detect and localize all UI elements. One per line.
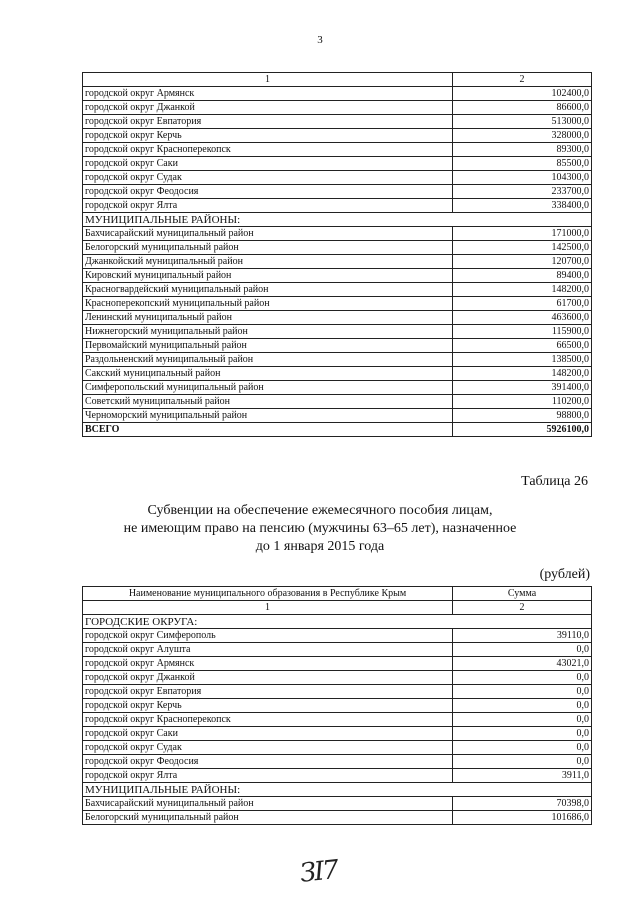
cell-name: Кировский муниципальный район [83,269,453,283]
cell-name: городской округ Керчь [83,699,453,713]
cell-value: 2 [453,73,592,87]
cell-name: Первомайский муниципальный район [83,339,453,353]
cell-value: 463600,0 [453,311,592,325]
cell-value: 328000,0 [453,129,592,143]
table-row [83,157,592,171]
cell-value: 0,0 [453,643,592,657]
table-row [83,395,592,409]
cell-value: 0,0 [453,741,592,755]
cell-name: Белогорский муниципальный район [83,241,453,255]
section-row [83,213,592,227]
table-row [83,727,592,741]
cell-value: 104300,0 [453,171,592,185]
cell-name: Ленинский муниципальный район [83,311,453,325]
title-line: не имеющим право на пенсию (мужчины 63–65 лет), назначенное [123,521,517,536]
table-row [83,255,592,269]
table-row [83,797,592,811]
cell-name: городской округ Армянск [83,87,453,101]
cell-name: городской округ Евпатория [83,685,453,699]
cell-value: 3911,0 [453,769,592,783]
cell-value: 85500,0 [453,157,592,171]
cell-value: 70398,0 [453,797,592,811]
cell-value: 102400,0 [453,87,592,101]
cell-name: городской округ Судак [83,741,453,755]
cell-value: 110200,0 [453,395,592,409]
cell-name: городской округ Алушта [83,643,453,657]
cell-value: 171000,0 [453,227,592,241]
cell-value: 120700,0 [453,255,592,269]
cell-value: 0,0 [453,727,592,741]
cell-value: 39110,0 [453,629,592,643]
cell-value: 0,0 [453,713,592,727]
total-row [83,423,592,437]
table-row [83,199,592,213]
table-title [0,502,640,556]
title-line: Субвенции на обеспечение ежемесячного пособия лицам, [147,503,493,518]
handwritten-page-mark: ЗІ7 [298,855,339,889]
cell-value: 43021,0 [453,657,592,671]
cell-name: Бахчисарайский муниципальный район [83,227,453,241]
cell-name: Белогорский муниципальный район [83,811,453,825]
table-row [83,87,592,101]
units-label: (рублей) [539,567,590,582]
title-line: до 1 января 2015 года [255,539,385,554]
cell-name: городской округ Армянск [83,657,453,671]
cell-value: 2 [453,601,592,615]
cell-value: 233700,0 [453,185,592,199]
cell-name: городской округ Саки [83,157,453,171]
table-row [83,129,592,143]
table-row [83,269,592,283]
table-row [83,671,592,685]
table-row [83,741,592,755]
cell-value: 115900,0 [453,325,592,339]
table-row [83,227,592,241]
table-row [83,699,592,713]
cell-value: 0,0 [453,671,592,685]
section-row [83,783,592,797]
cell-name: Красноперекопский муниципальный район [83,297,453,311]
table-row [83,409,592,423]
cell-value: 61700,0 [453,297,592,311]
table-row [83,381,592,395]
table-row [83,115,592,129]
cell-name: 1 [83,73,453,87]
cell-name: ВСЕГО [83,423,453,437]
cell-value: 391400,0 [453,381,592,395]
cell-name: Бахчисарайский муниципальный район [83,797,453,811]
column-number-row [83,601,592,615]
cell-value: 338400,0 [453,199,592,213]
header-row [83,587,592,601]
cell-name: городской округ Евпатория [83,115,453,129]
table-row [83,311,592,325]
table-row [83,325,592,339]
cell-name: городской округ Феодосия [83,755,453,769]
cell-name: городской округ Симферополь [83,629,453,643]
table-row [83,185,592,199]
table-row [83,657,592,671]
cell-name: Джанкойский муниципальный район [83,255,453,269]
cell-name: МУНИЦИПАЛЬНЫЕ РАЙОНЫ: [83,783,592,797]
cell-name: ГОРОДСКИЕ ОКРУГА: [83,615,592,629]
cell-name: городской округ Ялта [83,769,453,783]
cell-name: Черноморский муниципальный район [83,409,453,423]
cell-name: городской округ Феодосия [83,185,453,199]
cell-name: МУНИЦИПАЛЬНЫЕ РАЙОНЫ: [83,213,592,227]
cell-name: городской округ Саки [83,727,453,741]
table-row [83,143,592,157]
cell-value: 0,0 [453,685,592,699]
cell-name: городской округ Джанкой [83,101,453,115]
cell-name: городской округ Ялта [83,199,453,213]
table-row [83,643,592,657]
cell-name: Раздольненский муниципальный район [83,353,453,367]
cell-name: Красногвардейский муниципальный район [83,283,453,297]
table-row [83,367,592,381]
table-row [83,811,592,825]
table-row [83,629,592,643]
table-label: Таблица 26 [521,474,588,489]
table-row [83,171,592,185]
table-row [83,241,592,255]
cell-value: 142500,0 [453,241,592,255]
cell-name: Советский муниципальный район [83,395,453,409]
cell-name: городской округ Судак [83,171,453,185]
cell-name: городской округ Джанкой [83,671,453,685]
table-row [83,283,592,297]
cell-value: 513000,0 [453,115,592,129]
table-row [83,339,592,353]
cell-value: 98800,0 [453,409,592,423]
cell-value: 89300,0 [453,143,592,157]
table-row [83,755,592,769]
cell-name: Нижнегорский муниципальный район [83,325,453,339]
table-continued [82,72,592,437]
section-row [83,615,592,629]
header-row [83,73,592,87]
cell-value: 101686,0 [453,811,592,825]
table-row [83,769,592,783]
cell-name: 1 [83,601,453,615]
cell-name: Наименование муниципального образования в Республике Крым [83,587,453,601]
cell-name: Симферопольский муниципальный район [83,381,453,395]
table-row [83,297,592,311]
cell-value: Сумма [453,587,592,601]
cell-name: городской округ Красноперекопск [83,143,453,157]
cell-name: городской округ Керчь [83,129,453,143]
cell-value: 138500,0 [453,353,592,367]
table-row [83,685,592,699]
cell-value: 148200,0 [453,283,592,297]
cell-name: Сакский муниципальный район [83,367,453,381]
page-number: 3 [317,34,323,46]
cell-value: 5926100,0 [453,423,592,437]
cell-value: 0,0 [453,699,592,713]
cell-value: 89400,0 [453,269,592,283]
table-row [83,713,592,727]
cell-value: 148200,0 [453,367,592,381]
table-row [83,353,592,367]
cell-value: 0,0 [453,755,592,769]
table-row [83,101,592,115]
cell-value: 66500,0 [453,339,592,353]
cell-name: городской округ Красноперекопск [83,713,453,727]
table-26 [82,586,592,825]
cell-value: 86600,0 [453,101,592,115]
